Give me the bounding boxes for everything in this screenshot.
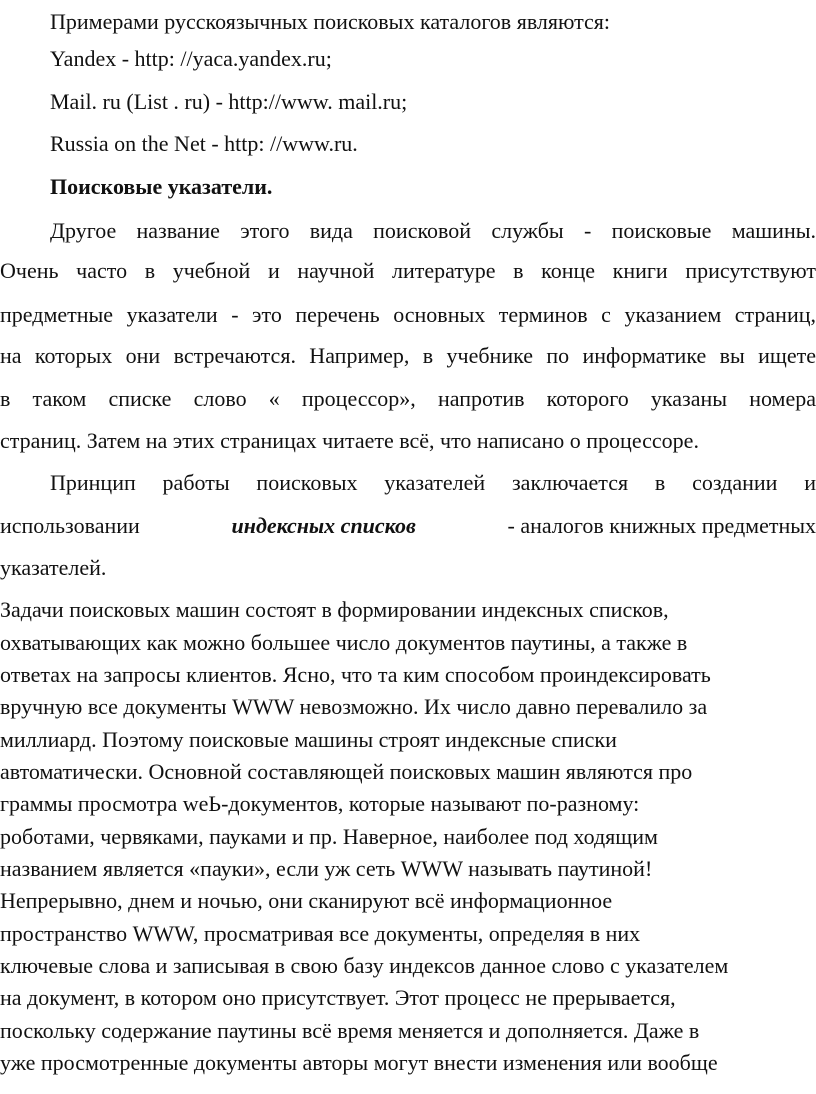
paragraph2-line-with-emphasis — [0, 513, 816, 539]
paragraph2-text-after: - аналогов книжных предметных — [507, 513, 816, 538]
paragraph1-line: предметные указатели - это перечень основных терминов с указанием страниц, — [0, 302, 816, 327]
body-line: на документ, в котором оно присутствует. Этот процесс не прерывается, — [0, 985, 676, 1010]
paragraph1-line: на которых они встречаются. Например, в учебнике по информатике вы ищете — [0, 343, 816, 368]
body-line: названием является «пауки», если уж сеть WWW называть паутиной! — [0, 856, 653, 881]
body-line: охватывающих как можно большее число документов паутины, а также в — [0, 630, 688, 655]
paragraph1-line: Другое название этого вида поисковой службы - поисковые машины. — [50, 218, 816, 243]
body-line: миллиард. Поэтому поисковые машины строят индексные списки — [0, 727, 617, 752]
paragraph2-text-before: использовании — [0, 513, 140, 538]
index-lists-term: индексных списков — [231, 513, 416, 538]
paragraph2-line: Принцип работы поисковых указателей заключается в создании и — [50, 470, 816, 495]
paragraph2-line: указателей. — [0, 555, 107, 580]
body-line: уже просмотренные документы авторы могут внести изменения или вообще — [0, 1050, 718, 1075]
paragraph1-line: страниц. Затем на этих страницах читаете всё, что написано о процессоре. — [0, 428, 699, 453]
body-line: граммы просмотра weЬ-документов, которые называют по-разному: — [0, 791, 640, 816]
section-heading: Поисковые указатели. — [50, 174, 273, 199]
catalogs-intro: Примерами русскоязычных поисковых каталогов являются: — [50, 9, 611, 34]
body-line: ключевые слова и записывая в свою базу индексов данное слово с указателем — [0, 953, 729, 978]
catalog-mail: Mail. ru (List . ru) - http://www. mail.ru; — [50, 89, 408, 114]
body-line: вручную все документы WWW невозможно. Их число давно перевалило за — [0, 694, 708, 719]
body-line: ответах на запросы клиентов. Ясно, что та ким способом проиндексировать — [0, 662, 711, 687]
catalog-yandex: Yandex - http: //yaca.yandex.ru; — [50, 46, 332, 71]
body-line: поскольку содержание паутины всё время меняется и дополняется. Даже в — [0, 1018, 700, 1043]
body-line: Непрерывно, днем и ночью, они сканируют всё информационное — [0, 888, 613, 913]
paragraph1-line: в таком списке слово « процессор», напротив которого указаны номера — [0, 386, 816, 411]
catalog-russia-on-the-net: Russia on the Net - http: //www.ru. — [50, 131, 358, 156]
body-line: пространство WWW, просматривая все документы, определяя в них — [0, 921, 641, 946]
body-line: роботами, червяками, пауками и пр. Наверное, наиболее под ходящим — [0, 824, 658, 849]
body-line: автоматически. Основной составляющей поисковых машин являются про — [0, 759, 693, 784]
paragraph1-line: Очень часто в учебной и научной литературе в конце книги присутствуют — [0, 258, 816, 283]
body-line: Задачи поисковых машин состоят в формировании индексных списков, — [0, 597, 669, 622]
